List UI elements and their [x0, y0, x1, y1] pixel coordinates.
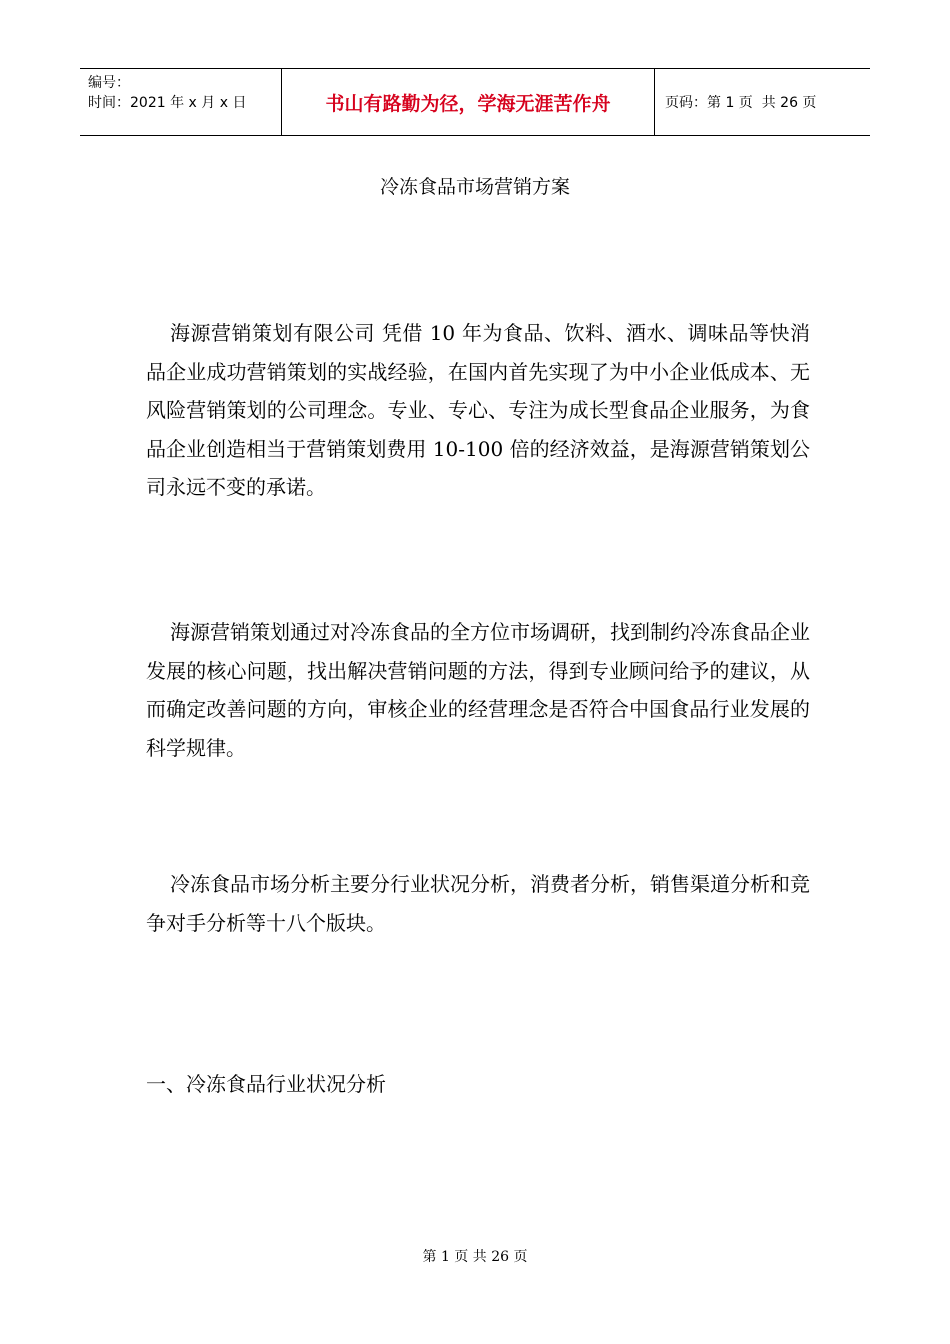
paragraph-intro: 海源营销策划有限公司 凭借 10 年为食品、饮料、酒水、调味品等快消品企业成功营销策划的实战经验，在国内首先实现了为中小企业低成本、无风险营销策划的公司理念。专业、专心、专注为成长型食品企业服务，为食品企业创造相当于营销策划费用 10-100 倍的经济效益，是海源营销策划公司永远不变的承诺。: [146, 321, 810, 499]
number-label: 编号：: [88, 75, 130, 91]
motto-text: 书山有路勤为径，学海无涯苦作舟: [325, 92, 611, 115]
page-footer: 第 1 页 共 26 页: [422, 1249, 528, 1265]
section-heading: 一、冷冻食品行业状况分析: [146, 1072, 386, 1096]
paragraph-analysis: 冷冻食品市场分析主要分行业状况分析，消费者分析，销售渠道分析和竞争对手分析等十八个版块。: [146, 872, 810, 935]
document-header: [80, 68, 870, 136]
page-info-text: 页码：第 1 页 共 26 页: [665, 95, 817, 111]
header-motto: [282, 69, 655, 135]
time-label: 时间：2021 年 x 月 x 日: [88, 95, 247, 111]
header-page-info: [655, 69, 870, 135]
paragraph-research: 海源营销策划通过对冷冻食品的全方位市场调研，找到制约冷冻食品企业发展的核心问题，找出解决营销问题的方法，得到专业顾问给予的建议，从而确定改善问题的方向，审核企业的经营理念是否符合中国食品行业发展的科学规律。: [146, 620, 810, 760]
header-meta: [80, 69, 282, 135]
document-title: 冷冻食品市场营销方案: [379, 176, 570, 198]
